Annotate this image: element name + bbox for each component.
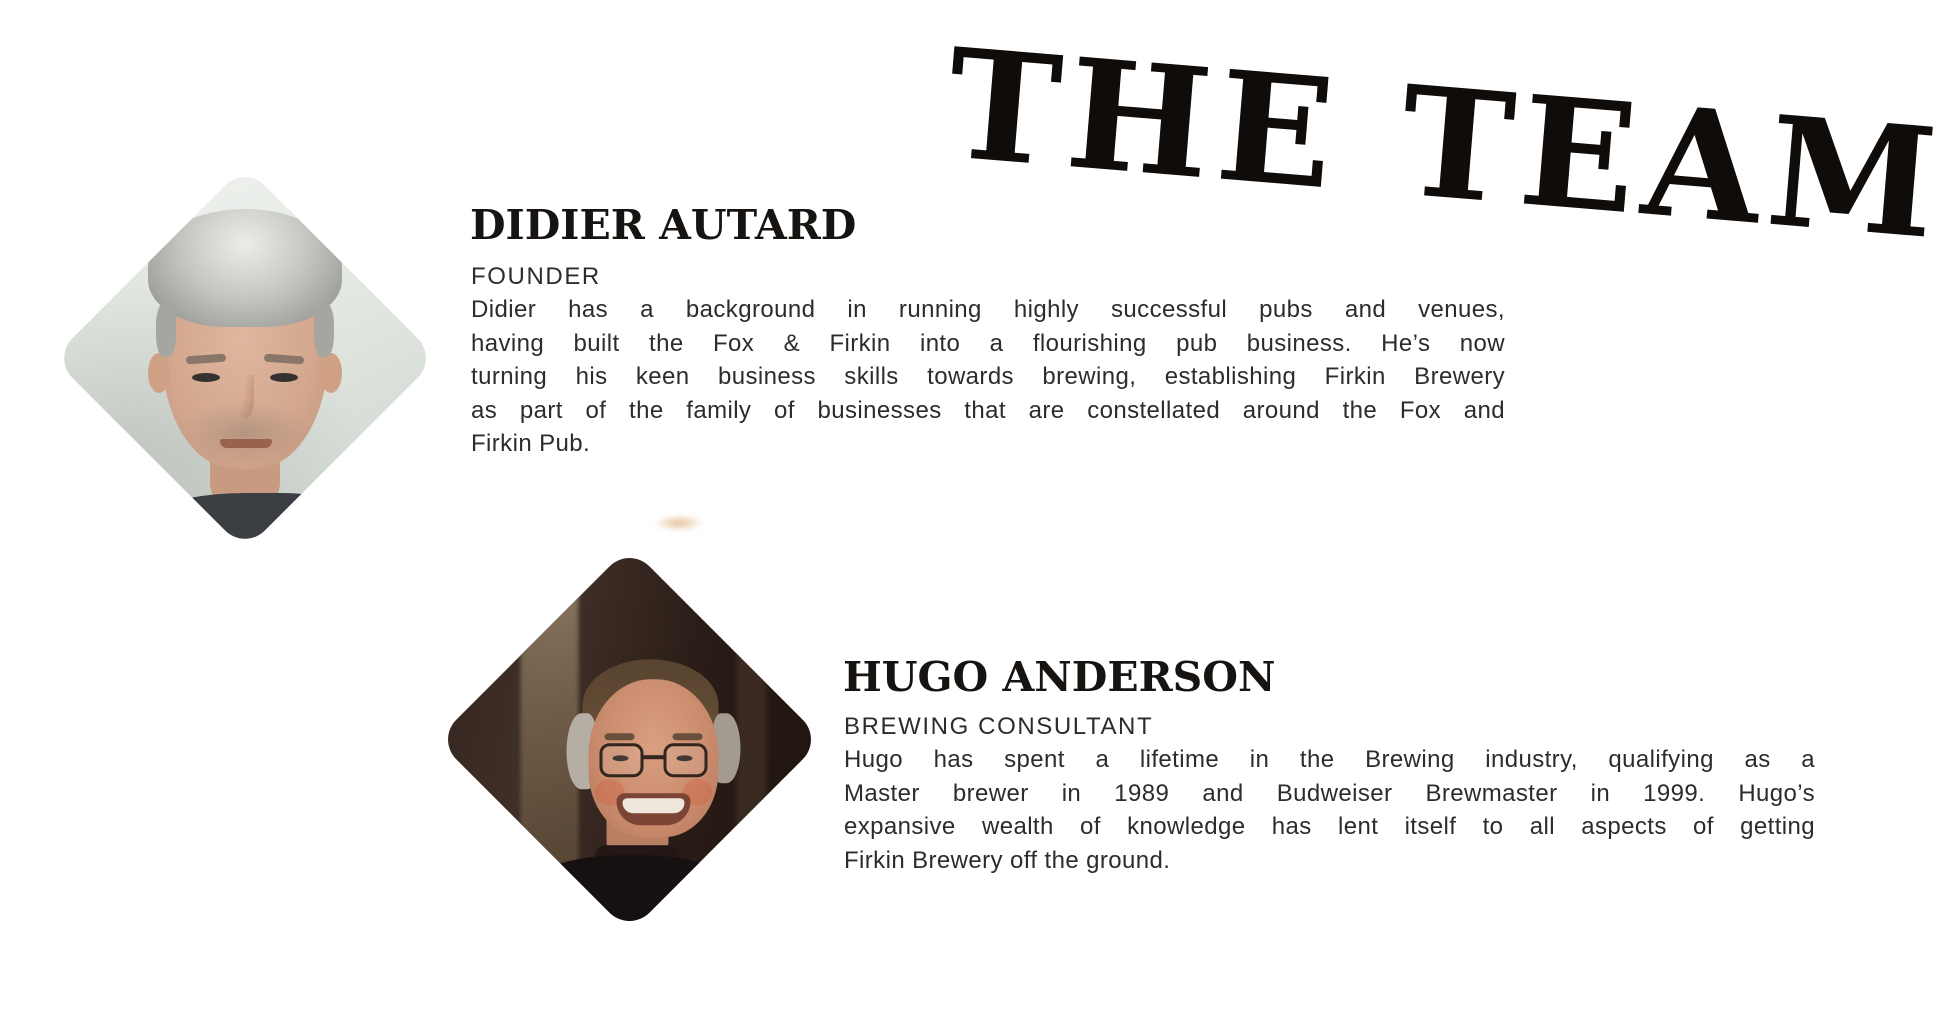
hugo-portrait-image	[437, 547, 823, 933]
paint-smudge	[655, 515, 703, 531]
glasses-lens-shape	[664, 743, 708, 777]
member-name-hugo: HUGO ANDERSON	[843, 653, 1276, 701]
bio-line: Firkin Brewery off the ground.	[844, 846, 1171, 874]
member-info-didier	[471, 260, 1505, 460]
glasses-bridge-shape	[642, 755, 666, 759]
mouth-shape	[220, 439, 272, 448]
hair-shape	[148, 209, 342, 327]
glasses-lens-shape	[600, 743, 644, 777]
eye-shape	[192, 373, 220, 382]
member-info-hugo	[844, 710, 1815, 877]
didier-photo	[53, 166, 438, 551]
member-role-hugo: BREWING CONSULTANT	[844, 713, 1154, 740]
eyebrow-shape	[673, 733, 703, 740]
bio-line: as part of the family of businesses that are constellated around the Fox and	[471, 396, 1505, 424]
bio-line: expansive wealth of knowledge has lent itself to all aspects of getting	[844, 813, 1815, 841]
member-name-didier: DIDIER AUTARD	[470, 201, 857, 249]
page-title: THE TEAM	[940, 14, 1951, 274]
turtleneck-body-shape	[473, 855, 791, 933]
bio-line: Firkin Pub.	[471, 430, 591, 458]
bio-line: turning his keen business skills towards brewing, establishing Firkin Brewery	[471, 363, 1505, 391]
hugo-photo	[436, 546, 822, 932]
ear-shape	[148, 353, 170, 393]
didier-portrait-image	[53, 166, 438, 551]
sideburn-shape	[314, 303, 334, 357]
eyebrow-shape	[605, 733, 635, 740]
teeth-shape	[623, 798, 685, 813]
ear-shape	[320, 353, 342, 393]
eye-shape	[270, 373, 298, 382]
nose-shape	[236, 375, 254, 419]
member-bio-hugo	[844, 743, 1815, 877]
bio-line: Hugo has spent a lifetime in the Brewing industry, qualifying as a	[844, 746, 1815, 774]
shirt-shape	[92, 493, 398, 550]
bio-line: having built the Fox & Firkin into a flourishing pub business. He’s now	[471, 329, 1505, 357]
floor-highlight-shape	[443, 863, 505, 933]
bio-line: Didier has a background in running highly successful pubs and venues,	[471, 296, 1505, 324]
doorframe-shape	[737, 547, 767, 933]
member-role-didier: FOUNDER	[471, 263, 601, 290]
member-bio-didier	[471, 293, 1505, 460]
bio-line: Master brewer in 1989 and Budweiser Brewmaster in 1999. Hugo’s	[844, 779, 1815, 807]
sideburn-shape	[156, 303, 176, 357]
